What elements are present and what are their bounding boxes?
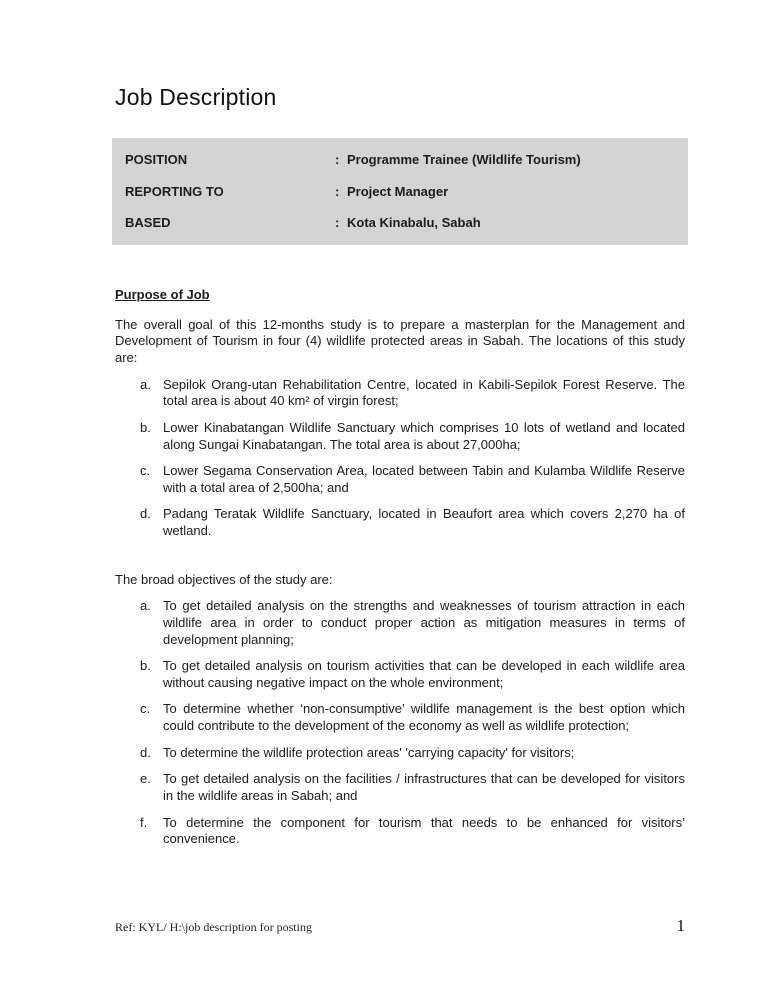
list-item	[115, 463, 685, 496]
header-label: REPORTING TO	[125, 183, 224, 199]
header-label: POSITION	[125, 152, 188, 167]
list-item-text: Padang Teratak Wildlife Sanctuary, located in Beaufort area which covers 2,270 ha of wetland.	[163, 506, 685, 539]
list-item	[115, 506, 685, 539]
objectives-intro: The broad objectives of the study are:	[115, 571, 333, 587]
page-footer	[115, 916, 685, 936]
list-item-letter: b.	[140, 658, 151, 674]
list-item-letter: a.	[140, 598, 151, 614]
header-row-position	[125, 152, 675, 168]
header-value: Programme Trainee (Wildlife Tourism)	[347, 152, 581, 167]
header-row-reporting-to	[125, 184, 675, 200]
list-item	[115, 420, 685, 453]
header-colon: :	[335, 183, 340, 199]
list-item-text: To get detailed analysis on the facilities / infrastructures that can be developed for visitors in the wildlife areas in Sabah; and	[163, 771, 685, 803]
list-item-text: Sepilok Orang-utan Rehabilitation Centre, located in Kabili-Sepilok Forest Reserve. The total area is about 40 km² of virgin forest;	[163, 376, 685, 409]
list-item-text: To determine whether ‘non-consumptive’ wildlife management is the best option which could contribute to the development of the economy as well as wildlife protection;	[163, 701, 685, 734]
list-item-text: To get detailed analysis on tourism activities that can be developed in each wildlife area without causing negative impact on the whole environment;	[163, 658, 685, 690]
header-label: BASED	[125, 215, 171, 231]
header-row-based	[125, 215, 675, 231]
list-item-text: To determine the wildlife protection areas' 'carrying capacity' for visitors;	[163, 744, 575, 760]
list-item	[115, 377, 685, 410]
list-item-letter: d.	[140, 506, 151, 522]
list-item-letter: c.	[140, 701, 151, 717]
header-box	[112, 138, 688, 245]
footer-reference: Ref: KYL/ H:\job description for posting	[115, 920, 312, 934]
list-item	[115, 815, 685, 848]
header-colon: :	[335, 152, 340, 167]
purpose-heading: Purpose of Job	[115, 286, 210, 302]
document-content	[115, 0, 685, 848]
list-item-letter: c.	[140, 463, 151, 479]
list-item-letter: e.	[140, 771, 151, 787]
list-item	[115, 658, 685, 691]
list-item	[115, 701, 685, 734]
header-value: Project Manager	[347, 183, 449, 199]
list-item	[115, 771, 685, 804]
list-item-text: Lower Segama Conservation Area, located between Tabin and Kulamba Wildlife Reserve with a total area of 2,500ha; and	[163, 463, 685, 495]
list-item-letter: a.	[140, 376, 151, 392]
header-colon: :	[335, 215, 340, 231]
purpose-intro-paragraph: The overall goal of this 12-months study is to prepare a masterplan for the Management and Development of Tourism in four (4) wildlife protected areas in Sabah. The locations of this study are:	[115, 316, 685, 366]
list-item-letter: b.	[140, 419, 151, 435]
list-item-text: To get detailed analysis on the strengths and weaknesses of tourism attraction in each wildlife area in order to conduct proper action as mitigation measures in terms of development planning;	[163, 598, 685, 647]
list-item	[115, 745, 685, 762]
list-item-text: Lower Kinabatangan Wildlife Sanctuary which comprises 10 lots of wetland and located along Sungai Kinabatangan. The total area is about 27,000ha;	[163, 419, 685, 452]
list-item-letter: d.	[140, 744, 151, 760]
page-number: 1	[676, 916, 685, 935]
list-item-letter: f.	[140, 814, 148, 830]
list-item-text: To determine the component for tourism that needs to be enhanced for visitors’ convenience.	[163, 814, 685, 847]
locations-list	[115, 377, 685, 540]
header-value: Kota Kinabalu, Sabah	[347, 215, 481, 231]
page-title: Job Description	[115, 84, 277, 110]
objectives-list	[115, 598, 685, 848]
list-item	[115, 598, 685, 648]
